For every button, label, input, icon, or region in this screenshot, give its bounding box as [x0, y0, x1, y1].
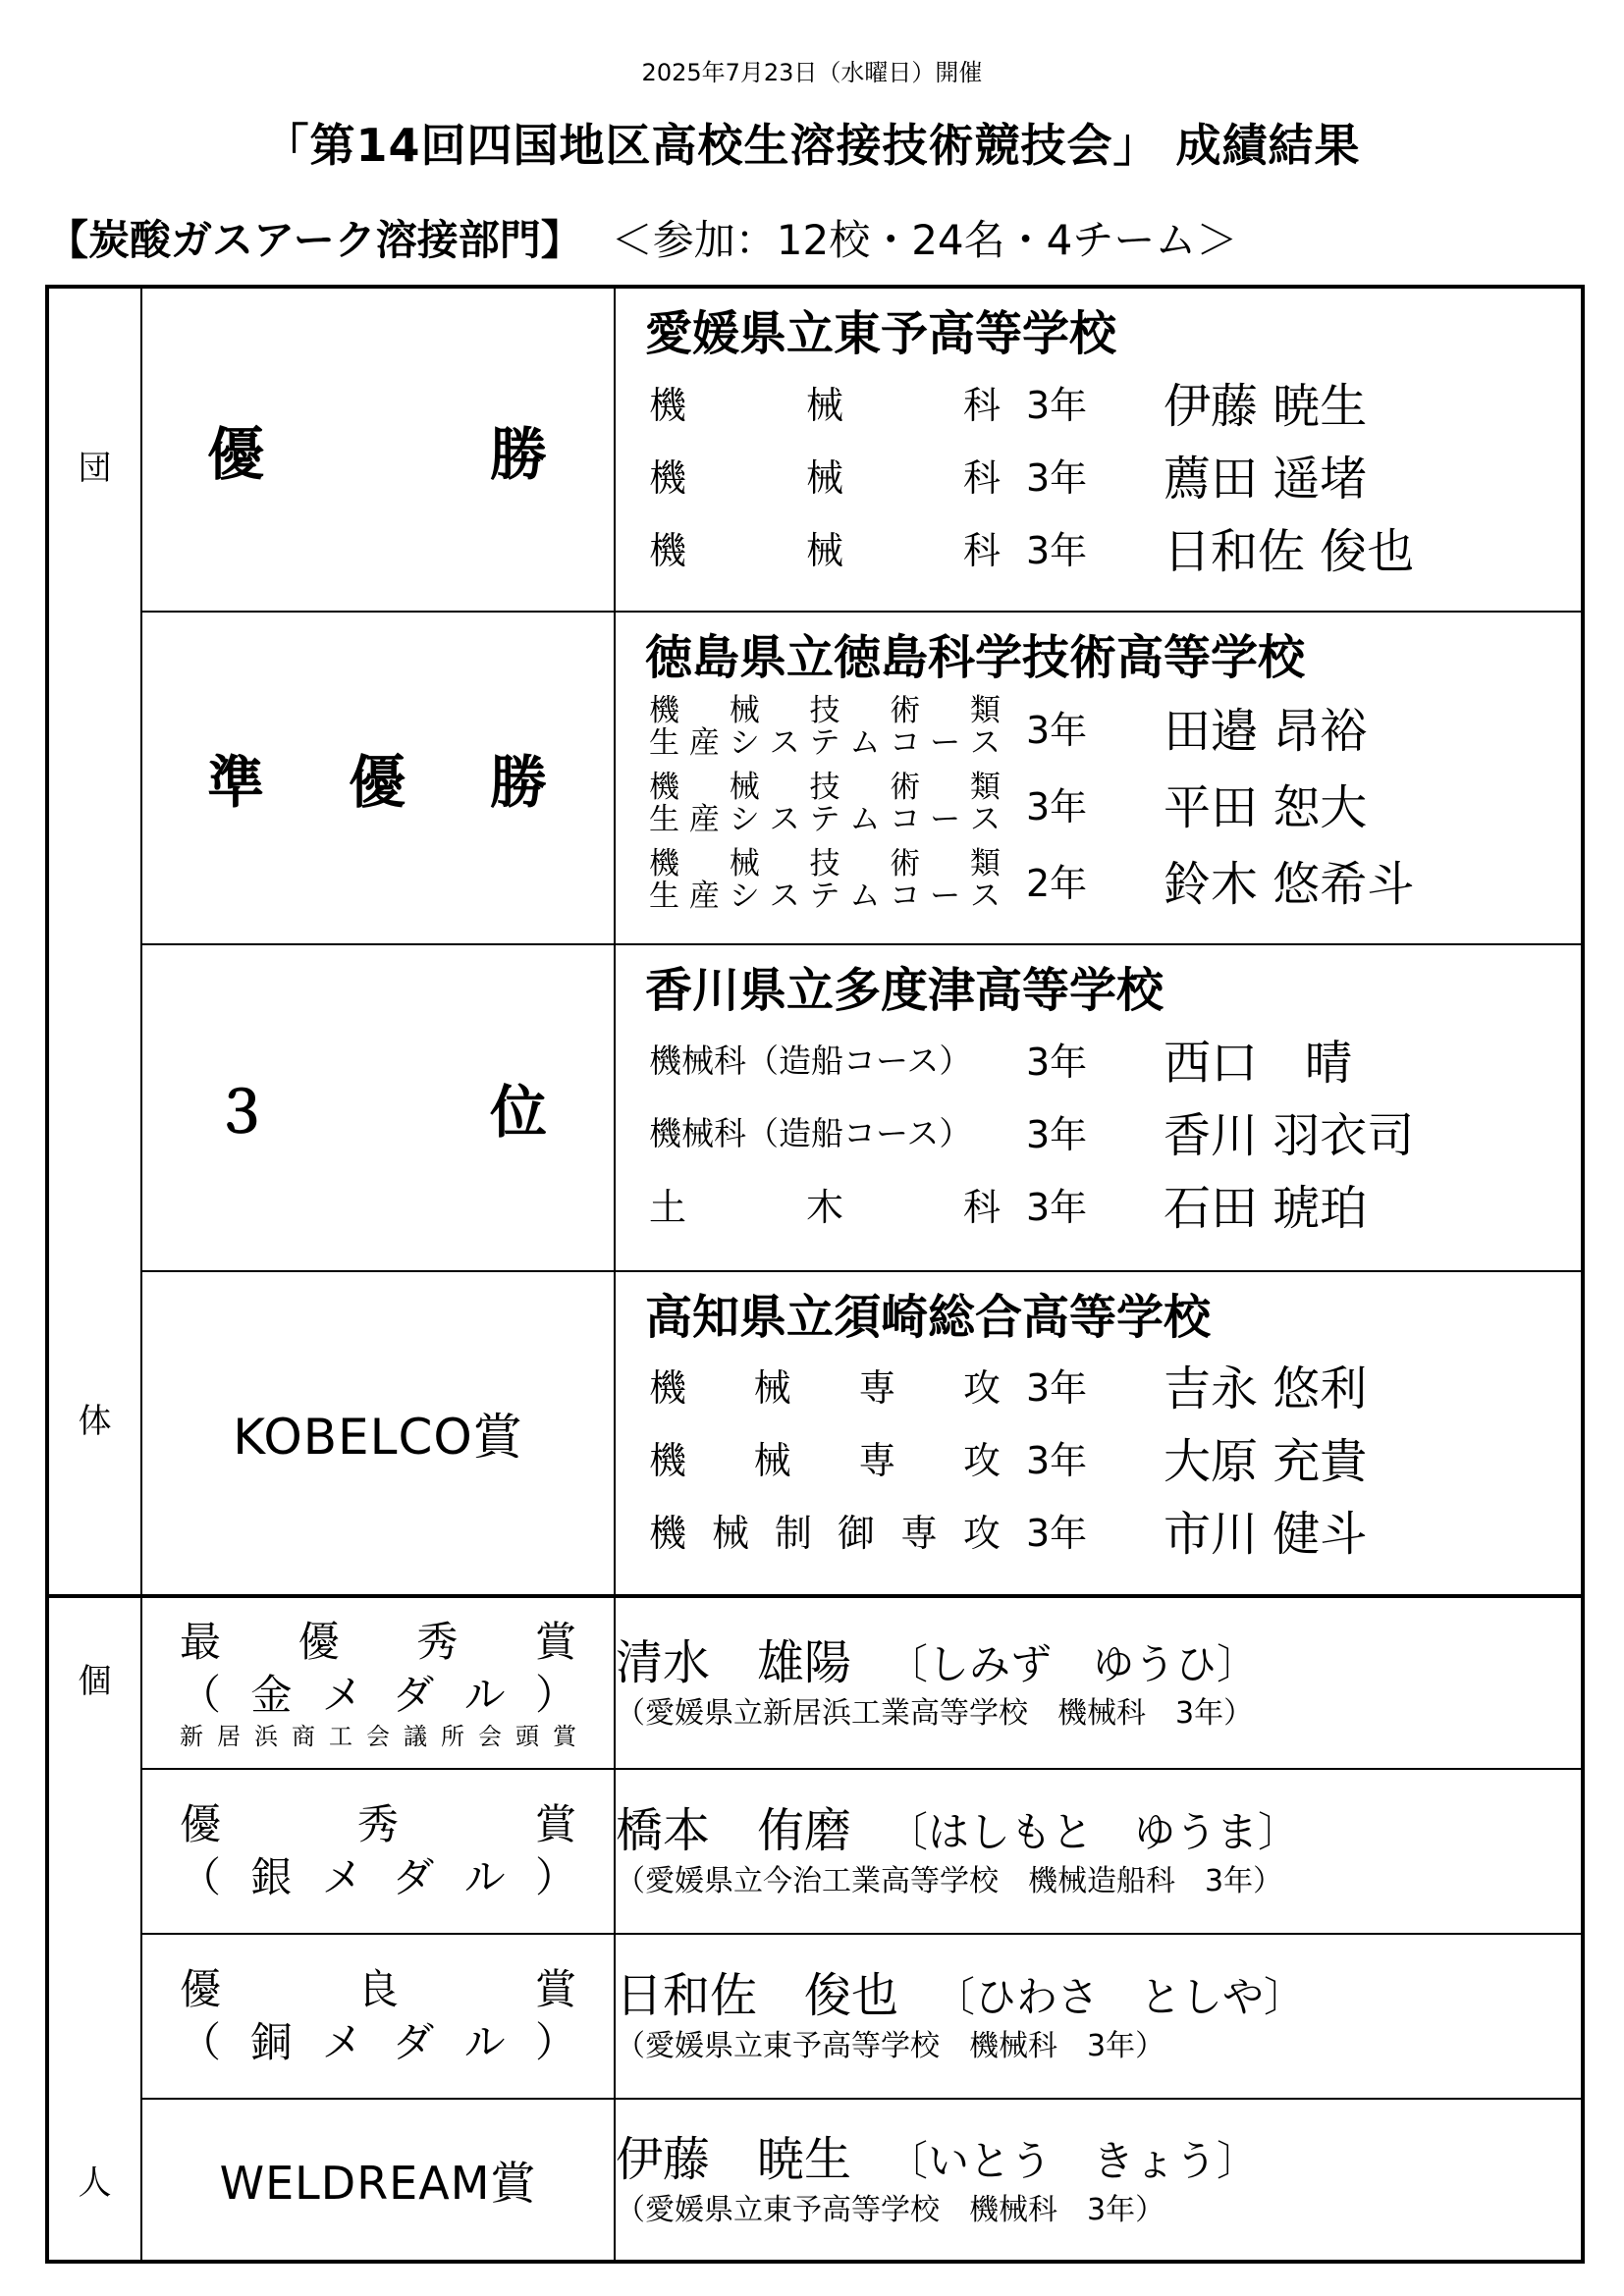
award-cell	[141, 2099, 615, 2262]
award-cell	[141, 944, 615, 1271]
member-grade: 3年	[1026, 528, 1088, 572]
award-char: 賞	[534, 1965, 576, 2013]
award-char: 優	[180, 1800, 222, 1848]
individual-detail-cell	[615, 1934, 1583, 2099]
member-row	[616, 1494, 1581, 1567]
dept-char: 機	[649, 383, 687, 427]
individual-detail-cell	[615, 1769, 1583, 1934]
award-char: 優	[348, 749, 406, 817]
member-name: 香川 羽衣司	[1164, 1107, 1415, 1163]
participants-summary: ＜参加：12校・24名・4チーム＞	[611, 216, 1238, 264]
member-grade: 3年	[1026, 1512, 1088, 1556]
dept-char: 技	[809, 845, 840, 881]
member-row	[616, 1349, 1581, 1421]
winner-kana: 〔ひわさ としや〕	[934, 1973, 1306, 2021]
member-name: 伊藤 暁生	[1164, 378, 1368, 434]
award-char: 工	[329, 1722, 352, 1750]
school-name: 香川県立多度津高等学校	[645, 963, 1164, 1018]
dept-char: 類	[970, 692, 1001, 728]
member-name: 市川 健斗	[1164, 1507, 1368, 1563]
award-char: 良	[356, 1965, 399, 2013]
member-name: 大原 充貴	[1164, 1434, 1368, 1490]
dept-char: 械	[805, 455, 843, 500]
dept-char: 生	[649, 878, 679, 914]
winner-school: （愛媛県立今治工業高等学校 機械造船科 3年）	[616, 1864, 1283, 1898]
individual-row-weldream	[47, 2099, 1583, 2262]
team-detail-cell	[615, 287, 1583, 612]
dept-char: 械	[753, 1439, 791, 1483]
dept-char: ス	[970, 878, 1001, 914]
award-char: メ	[321, 2018, 363, 2066]
dept-char: 械	[729, 769, 760, 805]
dept-char: コ	[890, 878, 921, 914]
individual-label-char: 人	[78, 2163, 112, 2203]
award-char: 勝	[489, 420, 547, 488]
dept-char: 類	[970, 845, 1001, 881]
dept-char: 専	[858, 1439, 896, 1483]
dept-char: 攻	[962, 1439, 1001, 1483]
dept-char: ス	[769, 878, 800, 914]
award-char: （	[180, 1670, 222, 1719]
award-char: メ	[321, 1670, 363, 1719]
dept-char: 専	[858, 1366, 896, 1411]
dept-char: 科	[962, 1185, 1001, 1229]
dept-char: 術	[890, 692, 921, 728]
dept-char: 機	[649, 769, 679, 805]
member-row	[616, 689, 1581, 766]
member-dept	[649, 1503, 1026, 1557]
member-row	[616, 1022, 1581, 1095]
dept-char: ム	[849, 801, 881, 837]
individual-row-best	[47, 1596, 1583, 1769]
member-grade: 3年	[1026, 785, 1088, 829]
member-grade: 3年	[1026, 1112, 1088, 1156]
winner-name-line	[616, 2130, 1581, 2191]
team-category-cell	[47, 287, 141, 1596]
member-grade: 2年	[1026, 862, 1088, 906]
member-name: 薦田 遥堵	[1164, 451, 1368, 507]
dept-char: 機	[649, 1512, 687, 1556]
dept-char: ス	[970, 724, 1001, 761]
individual-label-char: 個	[78, 1662, 112, 1701]
dept-char: ス	[970, 801, 1001, 837]
award-name: KOBELCO賞	[233, 1408, 523, 1466]
member-dept	[649, 1358, 1026, 1412]
member-name: 鈴木 悠希斗	[1164, 857, 1415, 913]
dept-char: 専	[899, 1512, 938, 1556]
dept-char: 生	[649, 724, 679, 761]
award-char: 勝	[489, 749, 547, 817]
individual-row-excellent	[47, 1769, 1583, 1934]
member-name: 平田 恕大	[1164, 780, 1368, 836]
team-label-char: 体	[78, 1402, 112, 1441]
member-row	[616, 438, 1581, 510]
member-row	[616, 766, 1581, 842]
award-char: 秀	[356, 1800, 399, 1848]
dept-char: 産	[688, 801, 720, 837]
page-title: 「第14回四国地区高校生溶接技術競技会」 成績結果	[263, 119, 1361, 172]
award-char: 会	[478, 1722, 502, 1750]
award-char: （	[180, 2018, 222, 2066]
dept-char: 械	[753, 1366, 791, 1411]
dept-char: 機	[649, 1366, 687, 1411]
award-char: 所	[441, 1722, 464, 1750]
winner-name-line	[616, 1966, 1581, 2027]
school-name: 徳島県立徳島科学技術高等学校	[645, 629, 1306, 685]
dept-char: テ	[809, 878, 840, 914]
dept-char: 機	[649, 455, 687, 500]
dept-char: ー	[930, 878, 961, 914]
award-char: ）	[534, 1670, 576, 1719]
dept-char: 生	[649, 801, 679, 837]
individual-detail-cell	[615, 2099, 1583, 2262]
individual-row-good	[47, 1934, 1583, 2099]
dept-char: 科	[962, 528, 1001, 572]
winner-school: （愛媛県立東予高等学校 機械科 3年）	[616, 2029, 1165, 2063]
award-char: 秀	[416, 1617, 459, 1666]
member-grade: 3年	[1026, 709, 1088, 753]
section-heading	[47, 208, 1237, 267]
team-detail-cell	[615, 944, 1583, 1271]
member-dept	[649, 520, 1026, 574]
member-row	[616, 365, 1581, 438]
dept-char: 御	[837, 1512, 875, 1556]
team-row-winner	[47, 287, 1583, 612]
award-char: メ	[321, 1853, 363, 1901]
member-dept	[649, 1430, 1026, 1484]
dept-char: コ	[890, 724, 921, 761]
member-row	[616, 842, 1581, 919]
award-char: ル	[463, 1853, 506, 1901]
dept-char: 制	[774, 1512, 812, 1556]
dept-char: 産	[688, 724, 720, 761]
award-char: ）	[534, 2018, 576, 2066]
member-row	[616, 510, 1581, 583]
dept-char: コ	[890, 801, 921, 837]
member-row	[616, 1095, 1581, 1167]
dept-char: シ	[729, 724, 760, 761]
member-dept	[649, 1177, 1026, 1231]
dept-char: 機	[649, 1439, 687, 1483]
dept-char: 機	[649, 692, 679, 728]
award-char: ル	[463, 1670, 506, 1719]
member-dept	[649, 692, 1026, 761]
dept-char: ス	[769, 724, 800, 761]
award-cell	[141, 1271, 615, 1596]
award-char: ３	[213, 1079, 271, 1147]
dept-char: 攻	[962, 1512, 1001, 1556]
award-name: WELDREAM賞	[219, 2156, 537, 2210]
team-detail-cell	[615, 612, 1583, 944]
winner-kana: 〔いとう きょう〕	[887, 2136, 1259, 2185]
award-char: 銀	[250, 1853, 293, 1901]
member-dept	[649, 845, 1026, 914]
award-cell	[141, 612, 615, 944]
member-grade: 3年	[1026, 1366, 1088, 1411]
award-char: 新	[180, 1722, 203, 1750]
dept-char: 械	[711, 1512, 749, 1556]
winner-name: 橋本 侑磨	[616, 1803, 852, 1858]
award-char: 準	[207, 749, 265, 817]
award-cell	[141, 1934, 615, 2099]
dept-char: 械	[805, 383, 843, 427]
winner-name: 伊藤 暁生	[616, 2131, 852, 2187]
award-char: 浜	[254, 1722, 278, 1750]
member-name: 田邉 昂裕	[1164, 704, 1368, 760]
member-name: 日和佐 俊也	[1164, 523, 1415, 579]
dept-char: 機	[649, 528, 687, 572]
dept-char: シ	[729, 878, 760, 914]
award-cell	[141, 1596, 615, 1769]
award-char: 頭	[515, 1722, 539, 1750]
award-char: 優	[180, 1965, 222, 2013]
award-char: 銅	[250, 2018, 293, 2066]
award-char: ダ	[393, 2018, 435, 2066]
winner-school: （愛媛県立東予高等学校 機械科 3年）	[616, 2192, 1165, 2227]
school-name: 愛媛県立東予高等学校	[645, 306, 1117, 361]
award-char: 最	[180, 1617, 222, 1666]
award-char: 商	[292, 1722, 315, 1750]
individual-category-cell	[47, 1596, 141, 2262]
member-name: 吉永 悠利	[1164, 1362, 1368, 1417]
school-name: 高知県立須崎総合高等学校	[645, 1289, 1212, 1345]
dept-char: 産	[688, 878, 720, 914]
winner-school: （愛媛県立新居浜工業高等学校 機械科 3年）	[616, 1695, 1254, 1731]
dept-char: ー	[930, 724, 961, 761]
member-grade: 3年	[1026, 455, 1088, 500]
team-row-runner-up	[47, 612, 1583, 944]
dept-char: 術	[890, 769, 921, 805]
team-row-third	[47, 944, 1583, 1271]
dept-char: 技	[809, 769, 840, 805]
member-grade: 3年	[1026, 1185, 1088, 1229]
member-dept: 機械科（造船コース）	[649, 1041, 972, 1080]
team-label-char: 団	[78, 449, 112, 488]
winner-kana: 〔はしもと ゆうま〕	[887, 1808, 1300, 1856]
award-char: 優	[207, 420, 265, 488]
member-row	[616, 1421, 1581, 1494]
award-cell	[141, 1769, 615, 1934]
team-row-kobelco	[47, 1271, 1583, 1596]
award-cell	[141, 287, 615, 612]
dept-char: ス	[769, 801, 800, 837]
dept-char: シ	[729, 801, 760, 837]
award-char: ダ	[393, 1853, 435, 1901]
results-table	[45, 285, 1585, 2264]
award-char: ダ	[393, 1670, 435, 1719]
dept-char: 科	[962, 455, 1001, 500]
award-char: ）	[534, 1853, 576, 1901]
dept-char: ム	[849, 724, 881, 761]
dept-char: 攻	[962, 1366, 1001, 1411]
dept-char: ー	[930, 801, 961, 837]
member-grade: 3年	[1026, 383, 1088, 427]
section-name: 【炭酸ガスアーク溶接部門】	[47, 216, 582, 264]
member-dept	[649, 375, 1026, 429]
dept-char: 械	[729, 692, 760, 728]
dept-char: 械	[729, 845, 760, 881]
award-char: 会	[366, 1722, 390, 1750]
winner-name: 日和佐 俊也	[616, 1968, 899, 2023]
team-detail-cell	[615, 1271, 1583, 1596]
winner-name: 清水 雄陽	[616, 1634, 852, 1690]
dept-char: 科	[962, 383, 1001, 427]
member-dept: 機械科（造船コース）	[649, 1113, 972, 1152]
award-char: （	[180, 1853, 222, 1901]
award-char: 居	[217, 1722, 241, 1750]
dept-char: テ	[809, 724, 840, 761]
award-char: 賞	[534, 1800, 576, 1848]
award-char: 賞	[553, 1722, 576, 1750]
award-char: 位	[489, 1079, 547, 1147]
dept-char: 類	[970, 769, 1001, 805]
dept-char: 械	[805, 528, 843, 572]
individual-detail-cell	[615, 1596, 1583, 1769]
winner-kana: 〔しみず ゆうひ〕	[887, 1639, 1259, 1688]
dept-char: テ	[809, 801, 840, 837]
award-char: ル	[463, 2018, 506, 2066]
member-name: 石田 琥珀	[1164, 1180, 1368, 1236]
award-char: 賞	[534, 1617, 576, 1666]
member-name: 西口 晴	[1164, 1035, 1353, 1091]
dept-char: 土	[649, 1185, 687, 1229]
dept-char: 機	[649, 845, 679, 881]
member-dept	[649, 769, 1026, 837]
award-char: 金	[250, 1670, 293, 1719]
dept-char: 術	[890, 845, 921, 881]
member-grade: 3年	[1026, 1439, 1088, 1483]
award-char: 優	[298, 1617, 340, 1666]
dept-char: 技	[809, 692, 840, 728]
member-grade: 3年	[1026, 1040, 1088, 1084]
winner-name-line	[616, 1801, 1581, 1862]
dept-char: ム	[849, 878, 881, 914]
winner-name-line	[616, 1633, 1581, 1694]
member-dept	[649, 448, 1026, 502]
event-date: 2025年7月23日（水曜日）開催	[641, 59, 983, 86]
award-char: 議	[404, 1722, 427, 1750]
member-row	[616, 1167, 1581, 1240]
dept-char: 木	[805, 1185, 843, 1229]
